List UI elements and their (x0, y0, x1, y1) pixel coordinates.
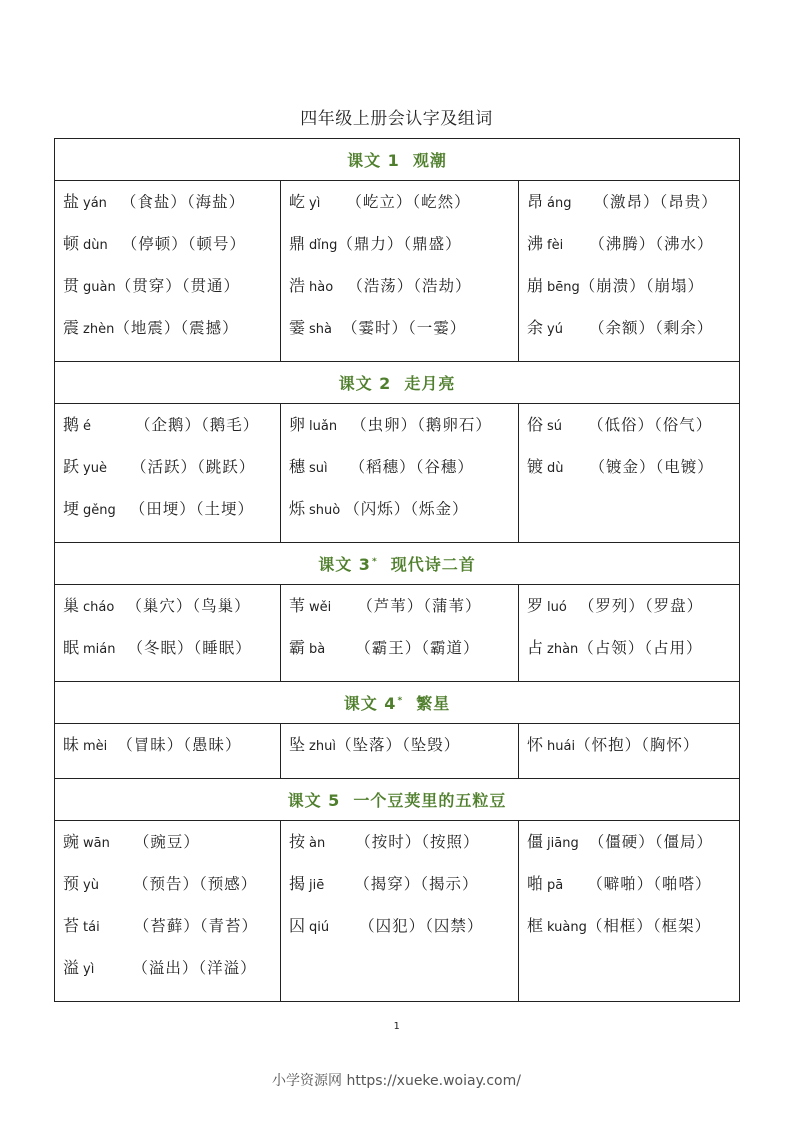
pinyin: dùn (83, 238, 108, 253)
hanzi-character: 占 (527, 638, 544, 657)
lesson-title: 课文 2 走月亮 (338, 374, 456, 393)
pinyin: huái (547, 739, 576, 754)
character-entry (289, 187, 518, 229)
hanzi-character: 昂 (527, 192, 544, 211)
compound-words: （激昂）（昂贵） (593, 193, 718, 211)
lesson-title: 课文 1 观潮 (347, 151, 447, 170)
compound-words: （怀抱）（胸怀） (575, 736, 700, 754)
compound-words: （虫卵）（鹅卵石） (351, 416, 492, 434)
hanzi-character: 霎 (289, 318, 306, 337)
source-watermark: 小学资源网 https://xueke.woiay.com/ (272, 1073, 521, 1089)
character-entry (527, 911, 739, 953)
character-entry (289, 271, 518, 313)
word-column (519, 724, 740, 779)
compound-words: （贯穿）（贯通） (115, 277, 240, 295)
lesson-heading-row (55, 682, 740, 724)
character-entry (527, 187, 739, 229)
hanzi-character: 崩 (527, 276, 544, 295)
hanzi-character: 鼎 (289, 234, 306, 253)
compound-words: （坠落）（坠毁） (335, 736, 461, 754)
lesson-words-row (55, 404, 740, 543)
compound-words: （囚犯）（囚禁） (359, 917, 484, 935)
pinyin: áng (547, 196, 572, 211)
word-column (281, 724, 519, 779)
pinyin: wān (83, 836, 110, 851)
hanzi-character: 溢 (63, 958, 80, 977)
lesson-heading (55, 543, 740, 585)
pinyin: hào (309, 280, 334, 295)
pinyin: sú (547, 419, 563, 434)
pinyin: jiāng (547, 836, 579, 851)
compound-words: （罗列）（罗盘） (578, 597, 704, 615)
character-entry (289, 229, 518, 271)
pinyin: guàn (83, 280, 116, 295)
hanzi-character: 苇 (289, 596, 306, 615)
pinyin: jiē (309, 878, 325, 893)
character-entry (289, 410, 518, 452)
word-column (55, 181, 281, 362)
hanzi-character: 卵 (289, 415, 306, 434)
compound-words: （冒昧）（愚昧） (117, 736, 242, 754)
pinyin: cháo (83, 600, 115, 615)
lesson-heading (55, 682, 740, 724)
pinyin: qiú (309, 920, 330, 935)
character-entry (289, 494, 518, 536)
hanzi-character: 啪 (527, 874, 544, 893)
hanzi-character: 预 (63, 874, 80, 893)
compound-words: （崩溃）（崩塌） (579, 277, 705, 295)
hanzi-character: 烁 (289, 499, 306, 518)
character-entry (63, 633, 280, 675)
pinyin: bēng (547, 280, 580, 295)
character-entry (63, 911, 280, 953)
character-entry (63, 452, 280, 494)
character-entry (289, 827, 518, 869)
lesson-words-row (55, 585, 740, 682)
hanzi-character: 眠 (63, 638, 80, 657)
hanzi-character: 贯 (63, 276, 80, 295)
character-entry (527, 730, 739, 772)
character-entry (527, 452, 739, 494)
pinyin: luǎn (309, 419, 338, 434)
lesson-words-row (55, 821, 740, 1002)
compound-words: （活跃）（跳跃） (130, 458, 256, 476)
hanzi-character: 鹅 (63, 415, 80, 434)
pinyin: yú (547, 322, 563, 337)
character-entry (527, 271, 739, 313)
hanzi-character: 坠 (289, 735, 306, 754)
character-entry (289, 730, 518, 772)
lesson-title: 课文 5 一个豆荚里的五粒豆 (287, 791, 507, 810)
compound-words: （镀金）（电镀） (589, 458, 714, 476)
character-entry (527, 313, 739, 355)
lesson-title: 课文 3* 现代诗二首 (318, 555, 476, 574)
pinyin: mèi (83, 739, 108, 754)
compound-words: （预告）（预感） (132, 875, 258, 893)
character-entry (289, 911, 518, 953)
lesson-words-row (55, 724, 740, 779)
pinyin: é (83, 419, 92, 434)
compound-words: （占领）（占用） (578, 639, 703, 657)
compound-words: （食盐）（海盐） (120, 193, 246, 211)
character-entry (527, 410, 739, 452)
compound-words: （稻穗）（谷穗） (349, 458, 474, 476)
lesson-heading-row (55, 139, 740, 181)
compound-words: （余额）（剩余） (588, 319, 714, 337)
pinyin: pā (547, 878, 564, 893)
character-entry (527, 633, 739, 675)
pinyin: wěi (309, 600, 332, 615)
compound-words: （浩荡）（浩劫） (347, 277, 472, 295)
hanzi-character: 震 (63, 318, 80, 337)
pinyin: zhuì (309, 739, 336, 754)
hanzi-character: 沸 (527, 234, 544, 253)
pinyin: yuè (83, 461, 107, 476)
hanzi-character: 囚 (289, 916, 306, 935)
pinyin: zhàn (547, 642, 579, 657)
pinyin: fèi (547, 238, 564, 253)
pinyin: zhèn (83, 322, 115, 337)
character-entry (63, 869, 280, 911)
hanzi-character: 框 (527, 916, 544, 935)
character-entry (289, 591, 518, 633)
word-column (519, 585, 740, 682)
character-entry (63, 410, 280, 452)
word-column (519, 181, 740, 362)
character-entry (289, 452, 518, 494)
compound-words: （停顿）（顿号） (121, 235, 247, 253)
lesson-title: 课文 4* 繁星 (343, 694, 451, 713)
compound-words: （揭穿）（揭示） (354, 875, 479, 893)
lesson-heading (55, 139, 740, 181)
hanzi-character: 屹 (289, 192, 306, 211)
compound-words: （冬眠）（睡眠） (127, 639, 252, 657)
pinyin: gěng (83, 503, 116, 518)
pinyin: àn (309, 836, 326, 851)
compound-words: （企鹅）（鹅毛） (135, 416, 260, 434)
word-column (281, 585, 519, 682)
character-entry (527, 869, 739, 911)
pinyin: bà (309, 642, 326, 657)
compound-words: （相框）（框架） (586, 917, 712, 935)
hanzi-character: 跃 (63, 457, 80, 476)
word-column (519, 821, 740, 1002)
character-entry (527, 827, 739, 869)
page-title: 四年级上册会认字及组词 (300, 109, 493, 129)
optional-lesson-mark: * (397, 695, 404, 706)
hanzi-character: 穗 (289, 457, 306, 476)
pinyin: mián (83, 642, 116, 657)
pinyin: yù (83, 878, 99, 893)
optional-lesson-mark: * (371, 556, 378, 567)
character-entry (63, 591, 280, 633)
hanzi-character: 怀 (527, 735, 544, 754)
pinyin: yì (83, 962, 95, 977)
compound-words: （噼啪）（啪嗒） (587, 875, 712, 893)
pinyin: dù (547, 461, 564, 476)
hanzi-character: 浩 (289, 276, 306, 295)
compound-words: （芦苇）（蒲苇） (357, 597, 482, 615)
compound-words: （鼎力）（鼎盛） (337, 235, 462, 253)
hanzi-character: 埂 (63, 499, 80, 518)
character-entry (289, 869, 518, 911)
compound-words: （僵硬）（僵局） (588, 833, 713, 851)
character-entry (63, 229, 280, 271)
character-entry (289, 633, 518, 675)
vocabulary-table (54, 138, 740, 1002)
pinyin: suì (309, 461, 328, 476)
lesson-heading-row (55, 362, 740, 404)
hanzi-character: 僵 (527, 832, 544, 851)
character-entry (63, 730, 280, 772)
compound-words: （闪烁）（烁金） (344, 500, 469, 518)
hanzi-character: 镀 (527, 457, 544, 476)
pinyin: dǐng (309, 238, 338, 253)
lesson-heading-row (55, 543, 740, 585)
hanzi-character: 俗 (527, 415, 544, 434)
word-column (281, 404, 519, 543)
pinyin: kuàng (547, 920, 587, 935)
pinyin: yán (83, 196, 107, 211)
character-entry (527, 229, 739, 271)
hanzi-character: 苔 (63, 916, 80, 935)
pinyin: tái (83, 920, 100, 935)
word-column (55, 821, 281, 1002)
hanzi-character: 揭 (289, 874, 306, 893)
hanzi-character: 巢 (63, 596, 80, 615)
hanzi-character: 余 (527, 318, 544, 337)
word-column (55, 585, 281, 682)
hanzi-character: 按 (289, 832, 306, 851)
pinyin: yì (309, 196, 321, 211)
word-column (55, 404, 281, 543)
character-entry (63, 271, 280, 313)
lesson-heading (55, 362, 740, 404)
character-entry (527, 591, 739, 633)
word-column (281, 821, 519, 1002)
hanzi-character: 盐 (63, 192, 80, 211)
compound-words: （霸王）（霸道） (355, 639, 480, 657)
compound-words: （霎时）（一霎） (342, 319, 467, 337)
character-entry (63, 827, 280, 869)
compound-words: （苔藓）（青苔） (133, 917, 258, 935)
compound-words: （低俗）（俗气） (588, 416, 713, 434)
compound-words: （田埂）（土埂） (129, 500, 255, 518)
character-entry (63, 494, 280, 536)
lesson-heading (55, 779, 740, 821)
compound-words: （溢出）（洋溢） (132, 959, 257, 977)
page-number: 1 (393, 1021, 400, 1032)
pinyin: shuò (309, 503, 341, 518)
hanzi-character: 豌 (63, 832, 80, 851)
compound-words: （沸腾）（沸水） (589, 235, 714, 253)
pinyin: luó (547, 600, 567, 615)
compound-words: （屹立）（屹然） (346, 193, 471, 211)
word-column (281, 181, 519, 362)
character-entry (289, 313, 518, 355)
word-column (519, 404, 740, 543)
character-entry (63, 953, 280, 995)
hanzi-character: 昧 (63, 735, 80, 754)
character-entry (63, 313, 280, 355)
word-column (55, 724, 281, 779)
character-entry (63, 187, 280, 229)
compound-words: （豌豆） (133, 833, 200, 851)
compound-words: （按时）（按照） (355, 833, 480, 851)
hanzi-character: 霸 (289, 638, 306, 657)
pinyin: shà (309, 322, 332, 337)
lesson-heading-row (55, 779, 740, 821)
hanzi-character: 顿 (63, 234, 80, 253)
compound-words: （巢穴）（鸟巢） (126, 597, 251, 615)
compound-words: （地震）（震撼） (114, 319, 239, 337)
hanzi-character: 罗 (527, 596, 544, 615)
lesson-words-row (55, 181, 740, 362)
